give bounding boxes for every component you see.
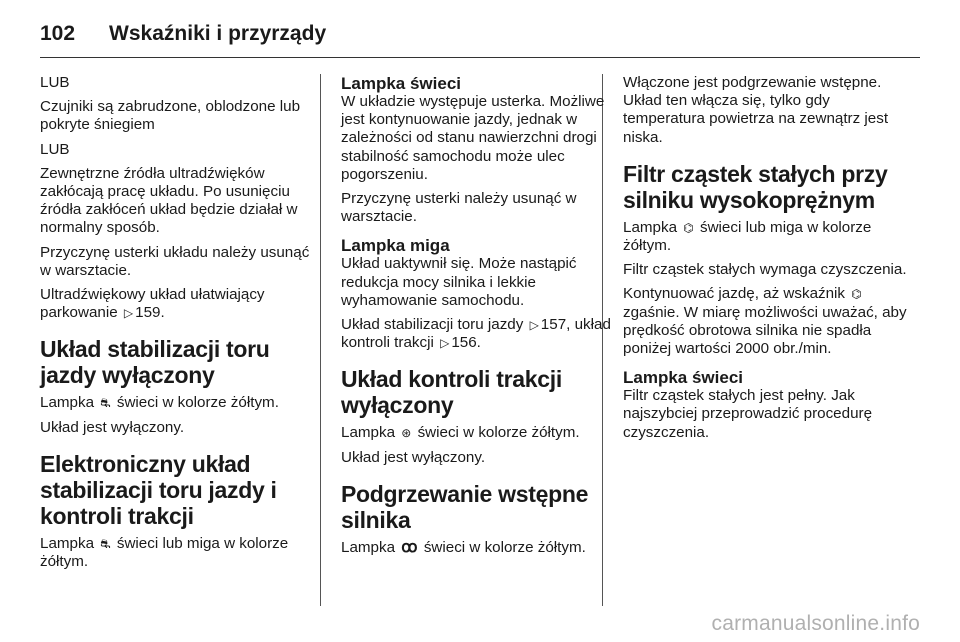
dpf-icon: ⌬ xyxy=(683,220,694,235)
paragraph-fault: W układzie występuje usterka. Możliwe jest kontynuowanie jazdy, jednak w zależności od stanu nawierzchni drogi stabilność samochodu może ulec pogorszeniu. xyxy=(341,93,605,183)
paragraph-or-2: LUB xyxy=(40,140,70,158)
paragraph-sensors-dirty: Czujniki są zabrudzone, oblodzone lub pokryte śniegiem xyxy=(40,98,301,134)
parking-ref-text: Ultradźwiękowy układ ułatwiający parkowanie xyxy=(40,286,265,322)
page-header xyxy=(40,16,326,52)
paragraph-ultrasound-interference: Zewnętrzne źródła ultradźwięków zakłócają pracę układu. Po usunięciu źródła zakłóceń układ będzie działał w normalny sposób. xyxy=(40,164,298,237)
esp-ref-text: Układ stabilizacji toru jazdy xyxy=(341,316,524,334)
esp-lamp-status: świeci w kolorze żółtym. xyxy=(116,394,279,412)
page-ref-icon: ▷ xyxy=(440,336,450,351)
heading-esc: Elektroniczny układ stabilizacji toru jazdy i kontroli trakcji xyxy=(40,450,277,529)
paragraph-esc-lamp xyxy=(40,535,310,571)
paragraph-preheat-lamp xyxy=(341,539,611,557)
esc-lamp-label: Lampka xyxy=(40,534,95,552)
preheat-lamp-label: Lampka xyxy=(341,538,396,556)
page-ref-icon: ▷ xyxy=(529,318,539,333)
paragraph-tc-lamp xyxy=(341,424,611,442)
page-number: 102 xyxy=(40,22,76,45)
column-divider-1 xyxy=(320,74,321,606)
esc-lamp-status: świeci lub miga w kolorze żółtym. xyxy=(40,534,289,571)
preheat-lamp-status: świeci w kolorze żółtym. xyxy=(423,538,586,556)
page-title: Wskaźniki i przyrządy xyxy=(109,22,327,45)
paragraph-dpf-cleaning: Filtr cząstek stałych wymaga czyszczenia. xyxy=(623,261,907,279)
paragraph-workshop: Przyczynę usterki układu należy usunąć w warsztacie. xyxy=(40,243,310,279)
glow-plug-icon: ꝏ xyxy=(401,538,418,556)
watermark: carmanualsonline.info xyxy=(711,612,920,635)
heading-esp-off: Układ stabilizacji toru jazdy wyłączony xyxy=(40,336,270,389)
paragraph-dpf-full: Filtr cząstek stałych jest pełny. Jak najszybciej przeprowadzić procedurę czyszczenia. xyxy=(623,387,873,441)
heading-lamp-flash: Lampka miga xyxy=(341,236,450,256)
dpf-continue-text: Kontynuować jazdę, aż wskaźnik xyxy=(623,285,846,303)
column-1 xyxy=(40,74,310,577)
tc-lamp-label: Lampka xyxy=(341,424,396,442)
paragraph-tc-disabled: Układ jest wyłączony. xyxy=(341,448,486,466)
paragraph-esp-disabled: Układ jest wyłączony. xyxy=(40,418,185,436)
heading-dpf-lamp-on: Lampka świeci xyxy=(623,368,744,388)
dpf-icon: ⌬ xyxy=(851,287,862,302)
heading-preheat: Podgrzewanie wstępne silnika xyxy=(341,480,589,533)
heading-dpf: Filtr cząstek stałych przy silniku wysokoprężnym xyxy=(623,160,888,213)
esp-lamp-label: Lampka xyxy=(40,394,95,412)
dpf-lamp-status: świeci lub miga w kolorze żółtym. xyxy=(623,218,872,255)
paragraph-dpf-continue xyxy=(623,285,908,358)
paragraph-preheat-active: Włączone jest podgrzewanie wstępne. Układ ten włącza się, tylko gdy temperatura powietrza na zewnątrz jest niska. xyxy=(623,74,889,146)
header-rule xyxy=(40,57,920,58)
paragraph-esp-lamp xyxy=(40,394,310,412)
paragraph-system-refs xyxy=(341,316,611,352)
esp-off-icon: ⛐ xyxy=(100,396,111,411)
tc-lamp-status: świeci w kolorze żółtym. xyxy=(417,424,580,442)
tc-off-icon: ⊛ xyxy=(401,426,412,441)
column-2 xyxy=(341,74,611,563)
heading-lamp-on: Lampka świeci xyxy=(341,74,462,93)
parking-ref-page[interactable]: 159. xyxy=(135,304,165,322)
paragraph-or-1: LUB xyxy=(40,74,70,91)
esc-icon: ⛐ xyxy=(100,536,111,551)
dpf-lamp-label: Lampka xyxy=(623,218,678,236)
dpf-continue-rest: zgaśnie. W miarę możliwości uważać, aby prędkość obrotowa silnika nie spadła poniżej wartości 2000 obr./min. xyxy=(623,303,907,358)
paragraph-parking-ref xyxy=(40,286,310,322)
tc-ref-page[interactable]: 156. xyxy=(451,334,481,352)
paragraph-dpf-lamp xyxy=(623,219,908,255)
paragraph-fault-workshop: Przyczynę usterki należy usunąć w warsztacie. xyxy=(341,190,577,226)
column-3 xyxy=(623,74,908,448)
heading-tc-off: Układ kontroli trakcji wyłączony xyxy=(341,366,562,419)
page-ref-icon: ▷ xyxy=(123,306,134,321)
tc-ref-text: układ kontroli trakcji xyxy=(341,316,611,352)
esp-ref-page[interactable]: 157, xyxy=(540,316,571,334)
paragraph-active: Układ uaktywnił się. Może nastąpić redukcja mocy silnika i lekkie wyhamowanie samochodu. xyxy=(341,255,577,309)
